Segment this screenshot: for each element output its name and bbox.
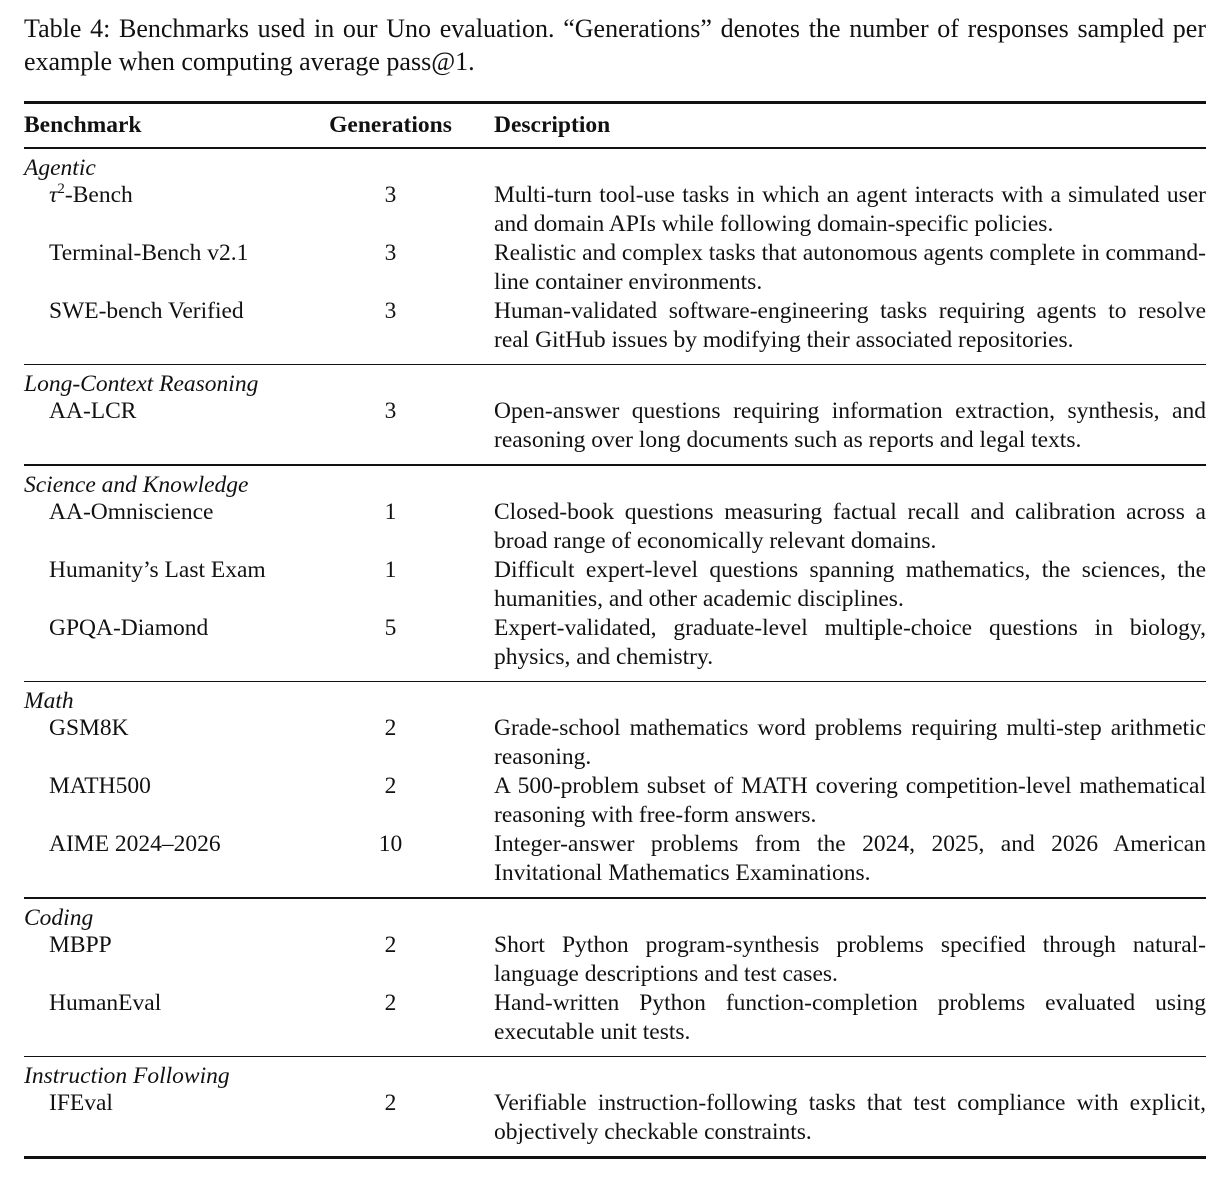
generations-cell: 1 [384, 556, 397, 583]
benchmark-name: AA-Omniscience [49, 498, 214, 525]
table-row [24, 498, 1206, 556]
benchmark-name: IFEval [49, 1090, 113, 1116]
generations-cell: 5 [384, 614, 397, 641]
generations-cell: 2 [384, 1090, 397, 1116]
group-title: Instruction Following [24, 1063, 230, 1089]
table-caption: Table 4: Benchmarks used in our Uno evaluation. “Generations” denotes the number of responses sampled per example when computing average pass@1. [24, 14, 1206, 76]
generations-cell: 3 [384, 181, 397, 208]
benchmark-cell [24, 830, 323, 888]
table-row [24, 239, 1206, 297]
benchmark-cell [24, 989, 323, 1047]
benchmark-name: MATH500 [49, 773, 151, 799]
table-row [24, 772, 1206, 830]
benchmark-cell [24, 1089, 323, 1147]
group-title: Math [24, 688, 74, 714]
header-description: Description [494, 112, 611, 138]
table-group [24, 682, 1206, 897]
generations-cell: 3 [384, 239, 397, 266]
table-row [24, 931, 1206, 989]
description-cell: Short Python program-synthesis problems specified through natural-language descriptions and test cases. [494, 931, 1206, 987]
table-row [24, 181, 1206, 239]
table-group [24, 149, 1206, 364]
group-title: Coding [24, 904, 94, 931]
benchmark-name: HumanEval [49, 989, 162, 1016]
header-benchmark: Benchmark [24, 112, 142, 138]
table-row [24, 556, 1206, 614]
generations-cell: 3 [384, 398, 397, 424]
table-group [24, 1057, 1206, 1156]
group-title: Long-Context Reasoning [24, 371, 259, 397]
benchmark-symbol: τ [49, 181, 58, 208]
generations-cell: 2 [384, 773, 397, 799]
description-cell: A 500-problem subset of MATH covering competition-level mathematical reasoning with free-form answers. [494, 773, 1206, 828]
generations-cell: 1 [384, 498, 397, 525]
description-cell: Open-answer questions requiring information extraction, synthesis, and reasoning over long documents such as reports and legal texts. [494, 398, 1206, 453]
generations-cell: 2 [384, 715, 397, 741]
generations-cell: 10 [378, 831, 403, 857]
benchmark-cell [24, 614, 323, 672]
benchmark-name: AA-LCR [49, 398, 137, 424]
benchmark-name: Humanity’s Last Exam [49, 556, 266, 583]
description-cell: Grade-school mathematics word problems requiring multi-step arithmetic reasoning. [494, 715, 1206, 770]
table-header [24, 104, 1206, 147]
header-generations: Generations [329, 112, 452, 138]
group-title: Science and Knowledge [24, 471, 249, 498]
bottom-rule [24, 1156, 1206, 1159]
description-cell: Hand-written Python function-completion problems evaluated using executable unit tests. [494, 989, 1206, 1045]
description-cell: Expert-validated, graduate-level multiple-choice questions in biology, physics, and chemistry. [494, 614, 1206, 670]
benchmark-name: GPQA-Diamond [49, 614, 209, 641]
benchmark-cell [24, 498, 323, 556]
description-cell: Multi-turn tool-use tasks in which an agent interacts with a simulated user and domain APIs while following domain-specific policies. [494, 181, 1206, 237]
table-group [24, 466, 1206, 681]
table-row [24, 614, 1206, 672]
generations-cell: 3 [384, 297, 397, 324]
description-cell: Closed-book questions measuring factual recall and calibration across a broad range of economically relevant domains. [494, 498, 1206, 554]
generations-cell: 2 [384, 989, 397, 1016]
table-row [24, 397, 1206, 455]
description-cell: Difficult expert-level questions spanning mathematics, the sciences, the humanities, and other academic disciplines. [494, 556, 1206, 612]
benchmark-superscript: 2 [57, 180, 65, 197]
benchmark-cell [24, 556, 323, 614]
benchmark-name: GSM8K [49, 715, 129, 741]
benchmark-cell [24, 181, 323, 239]
table-row [24, 1089, 1206, 1147]
table-row [24, 297, 1206, 355]
table-row [24, 830, 1206, 888]
benchmark-cell [24, 714, 323, 772]
description-cell: Integer-answer problems from the 2024, 2025, and 2026 American Invitational Mathematics Examinations. [494, 831, 1206, 886]
benchmark-cell [24, 772, 323, 830]
benchmark-cell [24, 239, 323, 297]
benchmark-name: AIME 2024–2026 [49, 831, 221, 857]
table-row [24, 989, 1206, 1047]
description-cell: Human-validated software-engineering tasks requiring agents to resolve real GitHub issues by modifying their associated repositories. [494, 297, 1206, 353]
benchmark-name: Terminal-Bench v2.1 [49, 239, 249, 266]
table-body [24, 149, 1206, 1157]
description-cell: Verifiable instruction-following tasks that test compliance with explicit, objectively checkable constraints. [494, 1090, 1206, 1145]
benchmark-cell [24, 397, 323, 455]
benchmark-name: MBPP [49, 931, 112, 958]
description-cell: Realistic and complex tasks that autonomous agents complete in command-line container environments. [494, 239, 1207, 295]
benchmark-name: SWE-bench Verified [49, 297, 244, 324]
benchmark-cell [24, 297, 323, 355]
benchmark-name: -Bench [64, 181, 133, 208]
benchmarks-table [24, 101, 1206, 1159]
table-row [24, 714, 1206, 772]
table-group [24, 365, 1206, 464]
benchmark-cell [24, 931, 323, 989]
generations-cell: 2 [384, 931, 397, 958]
group-title: Agentic [24, 154, 96, 181]
table-group [24, 899, 1206, 1056]
